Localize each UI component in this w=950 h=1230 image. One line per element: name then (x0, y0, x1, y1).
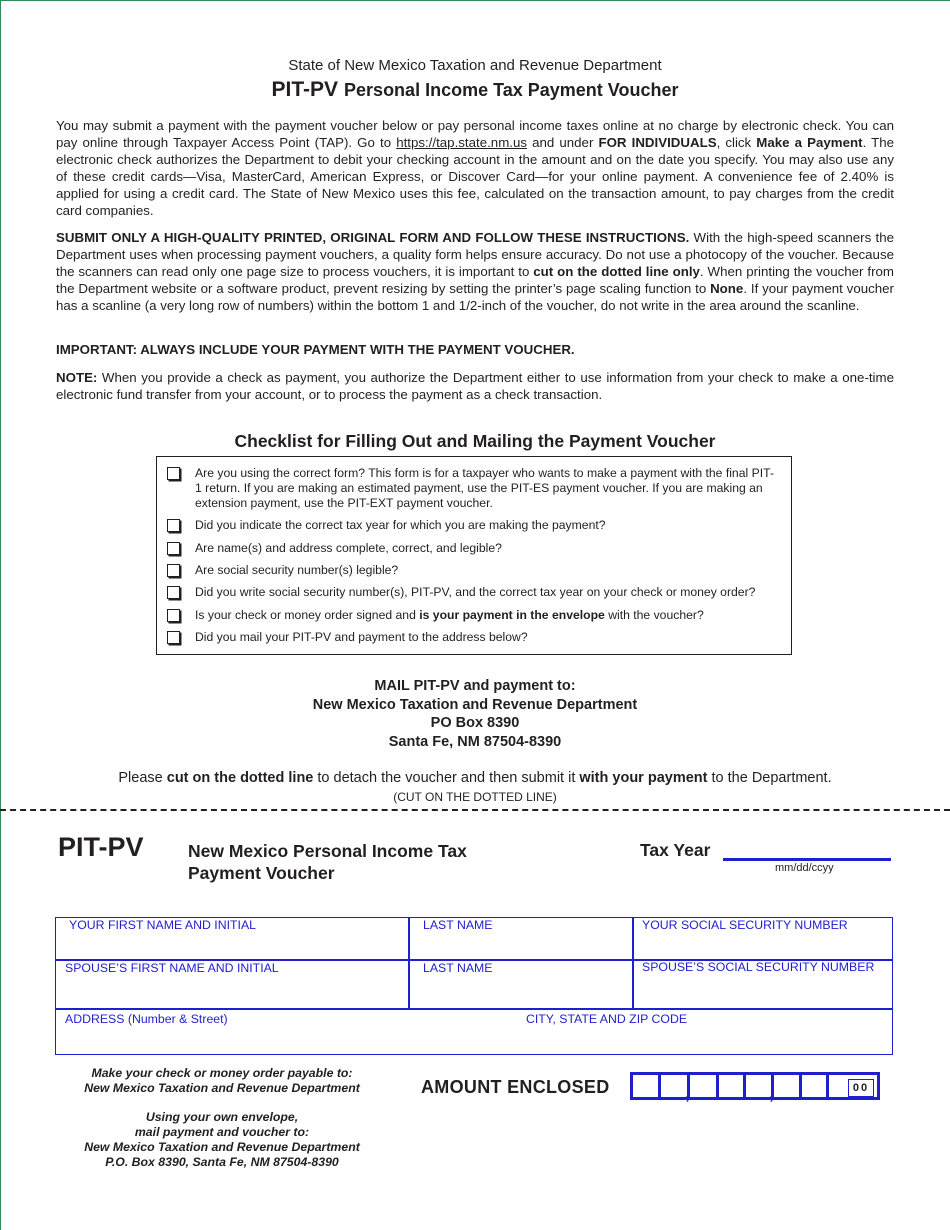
amount-cents: 00 (848, 1079, 874, 1097)
amount-comma: , (769, 1083, 775, 1103)
payable-to: Make your check or money order payable to: New Mexico Taxation and Revenue Department (84, 1066, 360, 1095)
instructions-paragraph-2: SUBMIT ONLY A HIGH-QUALITY PRINTED, ORIGINAL FORM AND FOLLOW THESE INSTRUCTIONS. With the high-speed scanners the Department uses when processing payment vouchers, a quality form helps ensure accuracy. Do not use a photocopy of the voucher. Because the scanners can read only one page size to process vouchers, it is important to cut on the dotted line only. When printing the voucher from the Department website or a software product, prevent resizing by setting the printer’s page scaling function to None. If your payment voucher has a scanline (a very long row of numbers) within the bottom 1 and 1/2-inch of the voucher, do not write in the area around the scanline. (56, 230, 894, 313)
address-field[interactable]: ADDRESS (Number & Street) (65, 1012, 228, 1026)
cut-dotted-line (0, 809, 950, 811)
tap-link[interactable]: https://tap.state.nm.us (396, 135, 528, 150)
tax-year-format: mm/dd/ccyy (775, 862, 834, 874)
checklist: Are you using the correct form? This form is for a taxpayer who wants to make a payment with the final PIT-1 return. If you are making an estimated payment, use the PIT-ES payment voucher. If you are making an extension payment, use the PIT-EXT payment voucher. Did you indicate the correct tax year for which you are making the payment? Are name(s) and address complete, correct, and legible? Are social security number(s) legible? Did you write social security number(s), PIT-PV, and the correct tax year on your check or money order? Is your check or money order signed and is your payment in the envelope with the voucher? Did you mail your PIT-PV and payment to the address below? (156, 456, 792, 655)
first-name-field[interactable]: YOUR FIRST NAME AND INITIAL (69, 918, 256, 932)
amount-enclosed-field[interactable] (630, 1072, 880, 1103)
agency-name: State of New Mexico Taxation and Revenue Department (288, 57, 662, 74)
digit-divider (743, 1075, 746, 1097)
checkbox-icon[interactable] (167, 467, 180, 480)
checklist-title: Checklist for Filling Out and Mailing the Payment Voucher (234, 431, 716, 451)
digit-divider (799, 1075, 802, 1097)
note-paragraph: NOTE: When you provide a check as payment, you authorize the Department either to use information from your check to make a one-time electronic fund transfer from your account, or to process the payment as a check transaction. (56, 370, 894, 402)
grid-divider (56, 1008, 892, 1010)
spouse-last-name-field[interactable]: LAST NAME (423, 961, 493, 975)
checkbox-icon[interactable] (167, 586, 180, 599)
last-name-field[interactable]: LAST NAME (423, 918, 493, 932)
cut-note: (CUT ON THE DOTTED LINE) (393, 790, 557, 804)
amount-comma: , (685, 1083, 691, 1103)
important-notice: IMPORTANT: ALWAYS INCLUDE YOUR PAYMENT WITH THE PAYMENT VOUCHER. (56, 342, 575, 357)
spouse-first-name-field[interactable]: SPOUSE’S FIRST NAME AND INITIAL (65, 961, 279, 975)
city-state-zip-field[interactable]: CITY, STATE AND ZIP CODE (526, 1012, 688, 1026)
checkbox-icon[interactable] (167, 542, 180, 555)
tax-year-field[interactable] (723, 858, 891, 861)
tax-year-label: Tax Year (640, 840, 711, 860)
amount-decimal: . (849, 1083, 855, 1103)
digit-divider (826, 1075, 829, 1097)
grid-divider (632, 918, 634, 1009)
ssn-field[interactable]: YOUR SOCIAL SECURITY NUMBER (642, 918, 848, 932)
page-edge-left (0, 0, 1, 1230)
instructions-paragraph-1: You may submit a payment with the payment voucher below or pay personal income taxes online at no charge by electronic check. You can pay online through Taxpayer Access Point (TAP). Go to https://tap.state.nm.us and under FOR INDIVIDUALS, click Make a Payment. The electronic check authorizes the Department to debit your checking account in the amount and on the date you specify. You may also use any of these credit cards—Visa, MasterCard, American Express, or Discover Card—for your online payment. A convenience fee of 2.40% is applied for using a credit card. The State of New Mexico uses this fee, calculated on the transaction amount, to pay charges from the credit card companies. (56, 118, 895, 218)
amount-enclosed-label: AMOUNT ENCLOSED (421, 1077, 610, 1097)
checkbox-icon[interactable] (167, 564, 180, 577)
voucher-form-code: PIT-PV (58, 832, 144, 862)
grid-divider (408, 918, 410, 1009)
page-title (0, 78, 950, 102)
mailing-address: MAIL PIT-PV and payment to: New Mexico Taxation and Revenue Department PO Box 8390 Santa Fe, NM 87504-8390 (312, 678, 638, 750)
form-code: PIT-PV (271, 78, 339, 101)
digit-divider (658, 1075, 661, 1097)
checkbox-icon[interactable] (167, 519, 180, 532)
voucher-title: New Mexico Personal Income Tax Payment Voucher (188, 841, 467, 883)
checkbox-icon[interactable] (167, 609, 180, 622)
envelope-address: Using your own envelope, mail payment and voucher to: New Mexico Taxation and Revenue Department P.O. Box 8390, Santa Fe, NM 87504-8390 (84, 1110, 360, 1169)
form-title: Personal Income Tax Payment Voucher (344, 80, 679, 100)
checkbox-icon[interactable] (167, 631, 180, 644)
spouse-ssn-field[interactable]: SPOUSE’S SOCIAL SECURITY NUMBER (642, 960, 875, 974)
cut-instructions: Please cut on the dotted line to detach the voucher and then submit it with your payment to the Department. (118, 770, 832, 786)
digit-divider (716, 1075, 719, 1097)
page-edge-top (0, 0, 950, 1)
taxpayer-info-grid (55, 917, 893, 1055)
